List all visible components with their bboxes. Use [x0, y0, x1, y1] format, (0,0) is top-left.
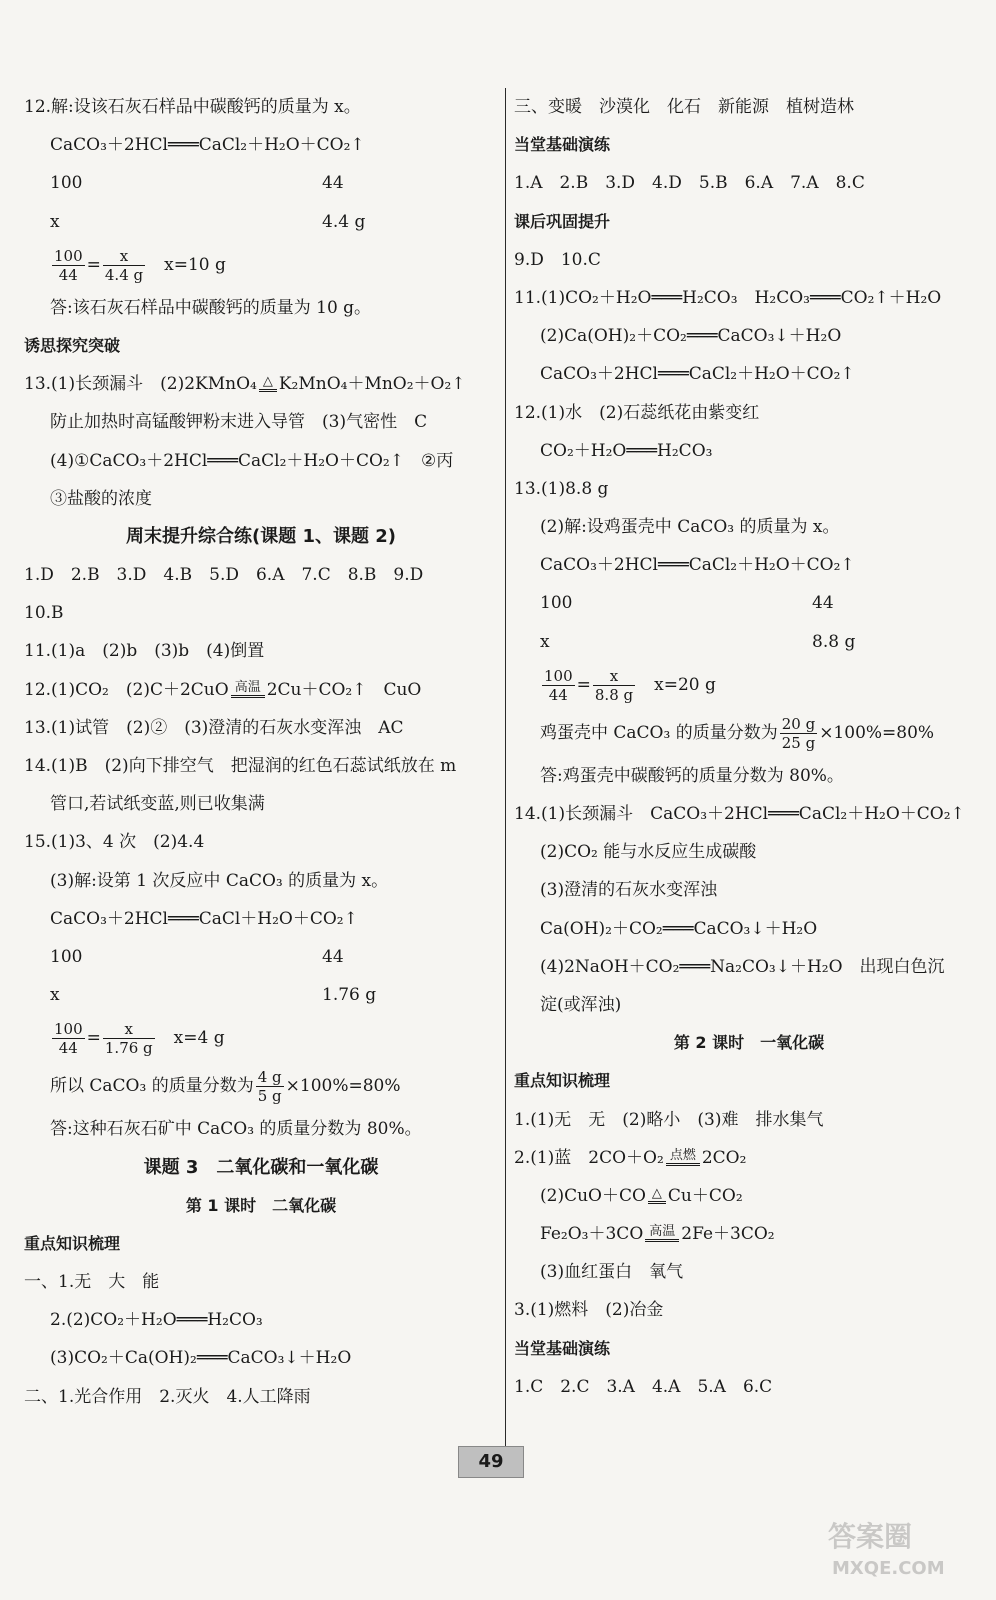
ratio-left: x	[50, 985, 60, 1006]
column-divider	[505, 88, 506, 1458]
fraction-numerator: x	[593, 667, 635, 686]
answer-line	[514, 661, 984, 709]
answer-line: (3)解:设第 1 次反应中 CaCO₃ 的质量为 x。	[50, 870, 389, 891]
ratio-left: x	[50, 211, 60, 232]
answer-line	[514, 584, 984, 622]
answer-line: 防止加热时高锰酸钾粉末进入导管 (3)气密性 C	[50, 412, 428, 433]
answer-line: (3)CO₂＋Ca(OH)₂═══CaCO₃↓＋H₂O	[50, 1348, 352, 1369]
equals-sign: =	[86, 254, 101, 275]
answer-line	[514, 623, 984, 661]
svg-text:MXQE.COM: MXQE.COM	[832, 1558, 945, 1579]
answer-line: 13.(1)8.8 g	[514, 478, 609, 499]
answer-line: 答:该石灰石样品中碳酸钙的质量为 10 g。	[50, 297, 372, 318]
answer-line: 管口,若试纸变蓝,则已收集满	[50, 794, 265, 815]
answer-line: 1.(1)无 无 (2)略小 (3)难 排水集气	[514, 1109, 824, 1130]
ratio-left: 100	[540, 593, 573, 614]
section-heading: 重点知识梳理	[24, 1233, 121, 1253]
answer-line: 一、1.无 大 能	[24, 1272, 160, 1293]
line-prefix: Fe₂O₃＋3CO	[540, 1224, 644, 1245]
answer-line: 13.(1)试管 (2)② (3)澄清的石灰水变浑浊 AC	[24, 717, 404, 738]
answer-line	[24, 164, 498, 202]
ratio-left: 100	[50, 173, 83, 194]
fraction-numerator: x	[103, 1020, 155, 1039]
answer-line: 12.(1)水 (2)石蕊纸花由紫变红	[514, 402, 760, 423]
condition-label: 高温	[234, 679, 261, 695]
answer-line	[24, 938, 498, 976]
answer-line	[24, 976, 498, 1014]
answer-line	[514, 1139, 984, 1177]
reaction-condition	[648, 1187, 666, 1206]
fraction-denominator: 4.4 g	[104, 265, 144, 284]
equals-arrow	[259, 389, 277, 394]
answer-line	[24, 203, 498, 241]
answer-line: 9.D 10.C	[514, 249, 601, 270]
answer-line: 14.(1)B (2)向下排空气 把湿润的红色石蕊试纸放在 m	[24, 756, 457, 776]
section-heading: 当堂基础演练	[514, 1338, 611, 1358]
answer-line: CO₂＋H₂O═══H₂CO₃	[540, 440, 713, 461]
svg-text:答案圈: 答案圈	[828, 1520, 913, 1553]
fraction-denominator: 8.8 g	[594, 685, 634, 704]
watermark-logo-icon	[822, 1512, 972, 1582]
ratio-right: 1.76 g	[322, 985, 377, 1006]
answer-line: (3)澄清的石灰水变浑浊	[540, 880, 718, 901]
fraction	[103, 1020, 155, 1057]
answer-line: 11.(1)CO₂＋H₂O═══H₂CO₃ H₂CO₃═══CO₂↑＋H₂O	[514, 287, 942, 308]
reaction-condition	[645, 1225, 679, 1244]
fraction	[780, 715, 817, 752]
section-title: 周末提升综合练(课题 1、课题 2)	[125, 525, 397, 547]
answer-line	[24, 241, 498, 289]
left-column	[24, 88, 498, 1416]
line-suffix: 2CO₂	[701, 1147, 747, 1168]
ratio-left: x	[540, 631, 550, 652]
section-heading: 当堂基础演练	[514, 135, 611, 155]
equals-sign: =	[576, 674, 591, 695]
line-tail: x=4 g	[156, 1028, 225, 1049]
ratio-right: 44	[812, 593, 834, 614]
answer-line: CaCO₃＋2HCl═══CaCl₂＋H₂O＋CO₂↑	[540, 555, 855, 576]
ratio-right: 44	[322, 173, 344, 194]
answer-line: 1.A 2.B 3.D 4.D 5.B 6.A 7.A 8.C	[514, 173, 865, 194]
fraction-denominator: 1.76 g	[104, 1039, 153, 1058]
equals-arrow	[231, 695, 265, 700]
answer-line: 1.C 2.C 3.A 4.A 5.A 6.C	[514, 1376, 773, 1397]
ratio-left: 100	[50, 946, 83, 967]
answer-line	[24, 1062, 498, 1110]
answer-line	[24, 365, 498, 403]
fraction	[52, 1020, 85, 1057]
answer-line: 二、1.光合作用 2.灭火 4.人工降雨	[24, 1386, 311, 1407]
answer-line: 淀(或浑浊)	[540, 994, 622, 1015]
fraction-numerator: 100	[54, 1020, 83, 1039]
answer-line: 12.解:设该石灰石样品中碳酸钙的质量为 x。	[24, 97, 361, 117]
condition-label: △	[262, 374, 273, 390]
answer-line: CaCO₃＋2HCl═══CaCl＋H₂O＋CO₂↑	[50, 908, 358, 929]
answer-line: 1.D 2.B 3.D 4.B 5.D 6.A 7.C 8.B 9.D	[24, 565, 424, 586]
answer-line: 14.(1)长颈漏斗 CaCO₃＋2HCl═══CaCl₂＋H₂O＋CO₂↑	[514, 804, 965, 824]
answer-line: (4)2NaOH＋CO₂═══Na₂CO₃↓＋H₂O 出现白色沉	[540, 956, 945, 977]
line-suffix: K₂MnO₄＋MnO₂＋O₂↑	[278, 374, 466, 395]
line-prefix: 所以 CaCO₃ 的质量分数为	[50, 1076, 254, 1097]
answer-line: 10.B	[24, 603, 64, 624]
answer-line: 答:这种石灰石矿中 CaCO₃ 的质量分数为 80%。	[50, 1119, 422, 1140]
answer-line: ③盐酸的浓度	[50, 488, 152, 509]
ratio-right: 4.4 g	[322, 211, 366, 232]
section-heading: 课后巩固提升	[514, 211, 611, 231]
answer-line: (2)解:设鸡蛋壳中 CaCO₃ 的质量为 x。	[540, 517, 840, 538]
fraction-denominator: 44	[58, 1039, 78, 1058]
ratio-right: 8.8 g	[812, 631, 856, 652]
fraction-numerator: x	[103, 247, 145, 266]
fraction-denominator: 5 g	[257, 1087, 282, 1106]
answer-line: 2.(2)CO₂＋H₂O═══H₂CO₃	[50, 1310, 263, 1331]
condition-label: 高温	[649, 1224, 676, 1240]
answer-line: 三、变暖 沙漠化 化石 新能源 植树造林	[514, 97, 854, 117]
fraction	[256, 1068, 284, 1105]
equals-arrow	[645, 1239, 679, 1244]
answer-line	[514, 709, 984, 757]
fraction-numerator: 20 g	[781, 714, 816, 733]
line-suffix: 2Fe＋3CO₂	[681, 1224, 775, 1245]
line-prefix: 2.(1)蓝 2CO＋O₂	[514, 1147, 664, 1168]
line-prefix: 12.(1)CO₂ (2)C＋2CuO	[24, 679, 229, 700]
fraction-numerator: 100	[544, 666, 573, 685]
fraction-denominator: 44	[58, 265, 78, 284]
condition-label: △	[651, 1185, 662, 1201]
section-heading: 诱思探究突破	[24, 335, 121, 355]
fraction	[593, 667, 635, 704]
reaction-condition	[259, 375, 277, 394]
answer-line	[514, 1177, 984, 1215]
line-tail: ×100%=80%	[285, 1076, 401, 1097]
line-suffix: 2Cu＋CO₂↑ CuO	[266, 679, 422, 700]
answer-line: CaCO₃＋2HCl═══CaCl₂＋H₂O＋CO₂↑	[50, 135, 365, 156]
page-number: 49	[458, 1446, 524, 1478]
line-tail: x=20 g	[637, 674, 716, 695]
line-tail: ×100%=80%	[819, 722, 935, 743]
fraction-denominator: 44	[548, 685, 568, 704]
answer-line: 11.(1)a (2)b (3)b (4)倒置	[24, 641, 265, 662]
condition-label: 点燃	[669, 1147, 696, 1163]
equals-arrow	[666, 1163, 700, 1168]
answer-line: (2)CO₂ 能与水反应生成碳酸	[540, 842, 757, 863]
section-title: 课题 3 二氧化碳和一氧化碳	[143, 1156, 379, 1178]
equals-arrow	[648, 1201, 666, 1206]
answer-line: (2)Ca(OH)₂＋CO₂═══CaCO₃↓＋H₂O	[540, 326, 842, 347]
line-prefix: (2)CuO＋CO	[540, 1185, 646, 1206]
section-title: 第 1 课时 二氧化碳	[185, 1195, 337, 1215]
answer-line	[514, 1215, 984, 1253]
answer-line	[24, 1014, 498, 1062]
line-prefix: 13.(1)长颈漏斗 (2)2KMnO₄	[24, 374, 257, 395]
fraction-numerator: 4 g	[257, 1068, 282, 1087]
answer-line: 答:鸡蛋壳中碳酸钙的质量分数为 80%。	[540, 765, 844, 786]
fraction	[52, 247, 85, 284]
fraction	[103, 247, 145, 284]
line-suffix: Cu＋CO₂	[667, 1185, 743, 1206]
answer-line: 15.(1)3、4 次 (2)4.4	[24, 832, 205, 853]
line-prefix: 鸡蛋壳中 CaCO₃ 的质量分数为	[540, 722, 778, 743]
equals-sign: =	[86, 1028, 101, 1049]
answer-line: Ca(OH)₂＋CO₂═══CaCO₃↓＋H₂O	[540, 918, 818, 939]
line-tail: x=10 g	[147, 254, 226, 275]
fraction-numerator: 100	[54, 246, 83, 265]
answer-line: 3.(1)燃料 (2)冶金	[514, 1300, 664, 1321]
ratio-right: 44	[322, 946, 344, 967]
fraction	[542, 667, 575, 704]
answer-line: CaCO₃＋2HCl═══CaCl₂＋H₂O＋CO₂↑	[540, 364, 855, 385]
fraction-denominator: 25 g	[781, 733, 816, 752]
answer-line	[24, 671, 498, 709]
right-column	[514, 88, 984, 1406]
section-heading: 重点知识梳理	[514, 1071, 611, 1091]
section-title: 第 2 课时 一氧化碳	[673, 1033, 825, 1053]
reaction-condition	[231, 681, 265, 700]
answer-line: (4)①CaCO₃＋2HCl═══CaCl₂＋H₂O＋CO₂↑ ②丙	[50, 450, 454, 471]
reaction-condition	[666, 1149, 700, 1168]
answer-line: (3)血红蛋白 氧气	[540, 1262, 684, 1283]
